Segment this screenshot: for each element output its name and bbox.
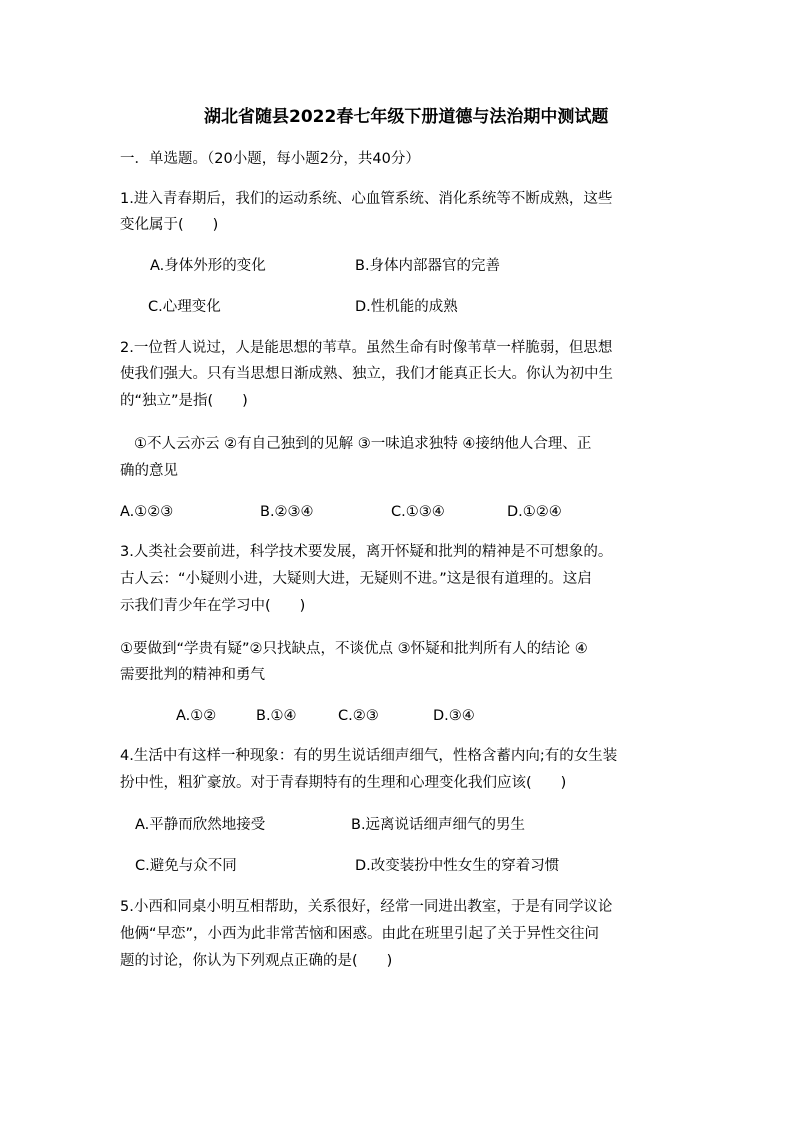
question-3-line-2: 古人云：“小疑则小进，大疑则大进，无疑则不进。”这是很有道理的。这启 — [120, 571, 592, 587]
question-3-statements-line-1: ①要做到“学贵有疑”②只找缺点，不谈优点 ③怀疑和批判所有人的结论 ④ — [120, 641, 588, 657]
question-2-statements-line-2: 确的意见 — [120, 463, 178, 479]
question-4-option-a: A.平静而欣然地接受 — [135, 817, 266, 833]
question-1-option-a: A.身体外形的变化 — [150, 258, 266, 274]
question-1-line-1: 1.进入青春期后，我们的运动系统、心血管系统、消化系统等不断成熟，这些 — [120, 191, 613, 207]
question-5-line-1: 5.小西和同桌小明互相帮助，关系很好，经常一同进出教室，于是有同学议论 — [120, 899, 613, 915]
question-2-option-a: A.①②③ — [120, 504, 174, 520]
question-5-line-3: 题的讨论，你认为下列观点正确的是( ) — [120, 953, 393, 969]
question-3-option-a: A.①② — [176, 708, 217, 724]
question-4-option-b: B.远离说话细声细气的男生 — [351, 817, 526, 833]
question-2-line-3: 的“独立”是指( ) — [120, 393, 248, 409]
question-4-option-c: C.避免与众不同 — [135, 858, 237, 874]
question-2-option-c: C.①③④ — [391, 504, 445, 520]
question-3-statements-line-2: 需要批判的精神和勇气 — [120, 667, 265, 683]
question-4-line-1: 4.生活中有这样一种现象：有的男生说话细声细气，性格含蓄内向;有的女生装 — [120, 748, 618, 764]
question-3-option-c: C.②③ — [338, 708, 379, 724]
section-heading: 一．单选题。（20小题，每小题2分，共40分） — [120, 151, 420, 167]
question-2-statements-line-1: ①不人云亦云 ②有自己独到的见解 ③一味追求独特 ④接纳他人合理、正 — [134, 436, 592, 452]
question-3-option-b: B.①④ — [256, 708, 297, 724]
question-1-option-c: C.心理变化 — [148, 299, 221, 315]
question-2-line-2: 使我们强大。只有当思想日渐成熟、独立，我们才能真正长大。你认为初中生 — [120, 366, 613, 382]
question-2-line-1: 2.一位哲人说过，人是能思想的苇草。虽然生命有时像苇草一样脆弱，但思想 — [120, 340, 613, 356]
question-1-option-b: B.身体内部器官的完善 — [355, 258, 501, 274]
question-1-option-d: D.性机能的成熟 — [355, 299, 458, 315]
question-2-option-b: B.②③④ — [260, 504, 314, 520]
question-2-option-d: D.①②④ — [507, 504, 562, 520]
exam-title: 湖北省随县2022春七年级下册道德与法治期中测试题 — [204, 107, 609, 127]
question-3-option-d: D.③④ — [433, 708, 475, 724]
question-1-line-2: 变化属于( ) — [120, 217, 219, 233]
question-4-line-2: 扮中性，粗犷豪放。对于青春期特有的生理和心理变化我们应该( ) — [120, 775, 567, 791]
question-3-line-3: 示我们青少年在学习中( ) — [120, 598, 306, 614]
question-3-line-1: 3.人类社会要前进，科学技术要发展，离开怀疑和批判的精神是不可想象的。 — [120, 544, 613, 560]
question-4-option-d: D.改变装扮中性女生的穿着习惯 — [355, 858, 560, 874]
question-5-line-2: 他俩“早恋”，小西为此非常苦恼和困惑。由此在班里引起了关于异性交往问 — [120, 926, 600, 942]
